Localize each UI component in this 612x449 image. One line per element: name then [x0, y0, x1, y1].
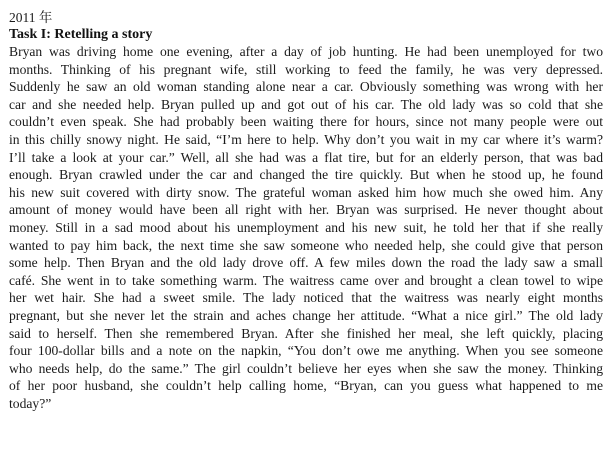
story-line: pregnant, but she never let the strain and aches change her attitude. “What a nice girl.” The old lady: [9, 307, 603, 323]
story-line: who needs help, do the same.” The girl couldn’t believe her eyes when she saw the money. Thinking: [9, 360, 603, 376]
story-paragraph: [9, 43, 603, 412]
story-line: wanted to pay him back, the next time she saw someone who needed help, she could give that person: [9, 237, 603, 253]
story-line: enough. Bryan crawled under the car and changed the tire quickly. But when he stood up, he found: [9, 167, 603, 183]
story-line: Suddenly he saw an old woman standing alone near a car. Obviously something was wrong with her: [9, 79, 603, 95]
story-line: today?”: [9, 395, 52, 411]
story-line: Bryan was driving home one evening, after a day of job hunting. He had been unemployed for two: [9, 44, 603, 59]
story-line: I’ll take a look at your car.” Well, all she had was a flat tire, but for an elderly person, that was bad: [9, 149, 603, 165]
story-line: money. Still in a sad mood about his unemployment and his new suit, he told her that if she really: [9, 219, 603, 235]
story-line: four 100-dollar bills and a note on the napkin, “You don’t owe me anything. When you see someone: [9, 343, 603, 359]
story-line: in this chilly snowy night. He said, “I’m here to help. Why don’t you wait in my car where it’s warm?: [9, 131, 603, 147]
story-line: her wet hair. She had a sweet smile. The lady noticed that the waitress was nearly eight months: [9, 290, 603, 306]
story-line: said to herself. Then she remembered Bryan. After she finished her meal, she left quickly, placing: [9, 325, 603, 341]
task-title: Task I: Retelling a story: [9, 27, 153, 42]
story-line: couldn’t even speak. She had probably been waiting there for hours, since not many people were out: [9, 114, 603, 130]
story-line: of her poor husband, she couldn’t help calling home, “Bryan, can you guess what happened to me: [9, 378, 603, 394]
story-line: car and she needed help. Bryan pulled up and got out of his car. The old lady was so cold that she: [9, 96, 603, 112]
story-line: café. She went in to take something warm. The waitress came over and brought a clean towel to wipe: [9, 272, 603, 288]
document-page: [9, 9, 603, 412]
year-heading: 2011 年: [9, 10, 53, 25]
story-line: months. Thinking of his pregnant wife, still working to feed the family, he was very depressed.: [9, 61, 603, 77]
story-line: his new suit covered with dirty snow. The grateful woman asked him how much she owed him. Any: [9, 184, 603, 200]
story-line: amount of money would have been all right with her. Bryan was surprised. He never thought about: [9, 202, 603, 218]
story-line: some help. Then Bryan and the old lady drove off. A few miles down the road the lady saw a small: [9, 255, 603, 271]
